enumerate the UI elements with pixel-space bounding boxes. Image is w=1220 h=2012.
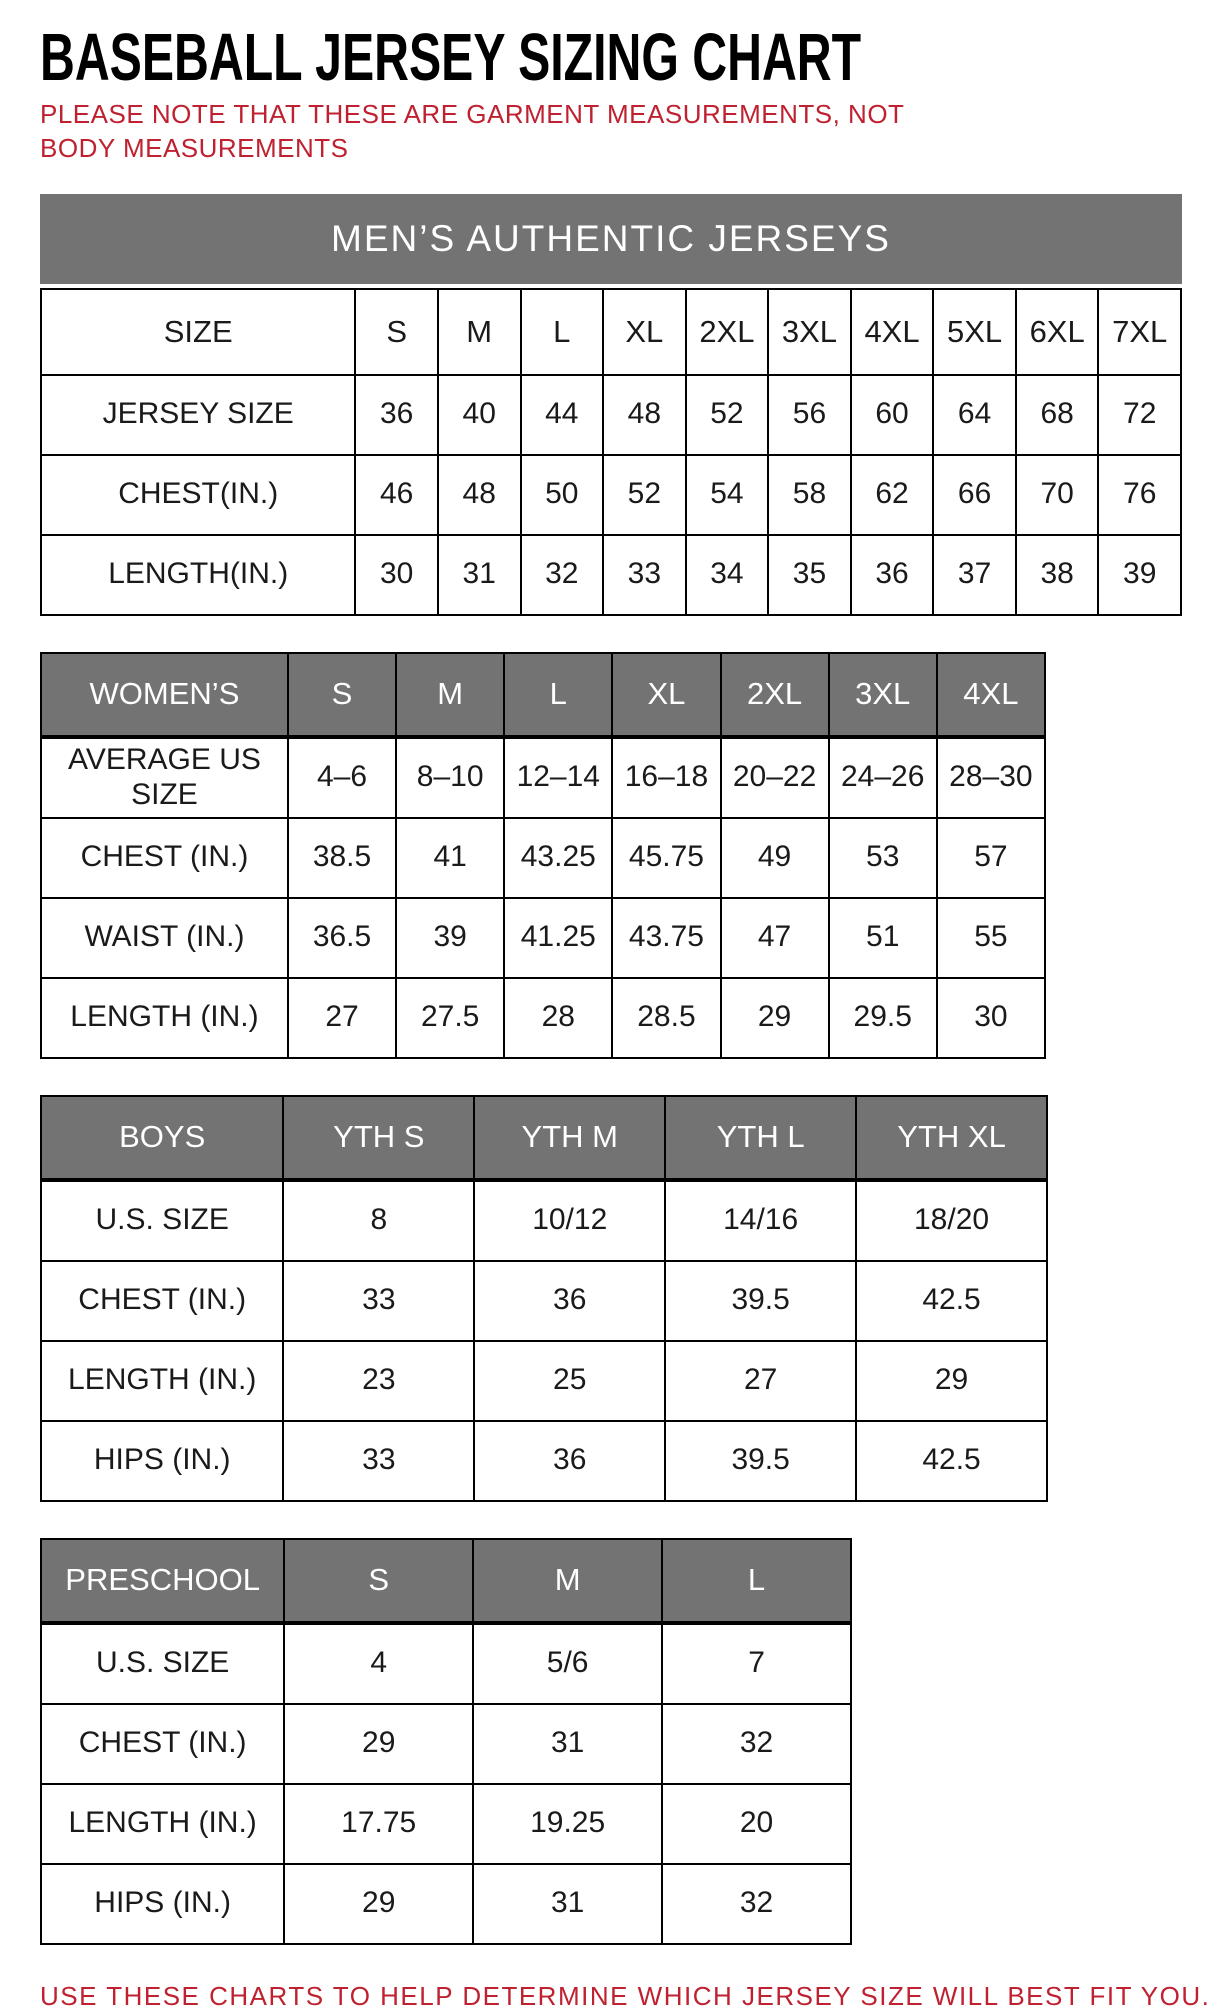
measurement-row: [41, 1261, 1047, 1341]
measurement-value-cell: 23: [283, 1341, 474, 1421]
size-column-header: M: [396, 653, 504, 737]
measurement-value-cell: 18/20: [856, 1180, 1047, 1261]
row-label: CHEST (IN.): [41, 1704, 284, 1784]
measurement-row: [41, 1864, 851, 1944]
size-column-header: M: [473, 1539, 662, 1623]
footer-note: USE THESE CHARTS TO HELP DETERMINE WHICH JERSEY SIZE WILL BEST FIT YOU.: [40, 1980, 1211, 2011]
size-column-header: 2XL: [686, 289, 769, 375]
measurement-value-cell: 42.5: [856, 1261, 1047, 1341]
size-column-header: S: [284, 1539, 473, 1623]
measurement-row: [41, 737, 1045, 818]
measurement-value-cell: 32: [662, 1864, 851, 1944]
measurement-value-cell: 41.25: [504, 898, 612, 978]
table-label-header: PRESCHOOL: [41, 1539, 284, 1623]
measurement-value-cell: 20–22: [721, 737, 829, 818]
measurement-value-cell: 4–6: [288, 737, 396, 818]
size-column-header: 7XL: [1098, 289, 1181, 375]
header-row: [41, 1096, 1047, 1180]
row-label: CHEST (IN.): [41, 1261, 283, 1341]
page-title: BASEBALL JERSEY SIZING CHART: [40, 20, 862, 95]
size-column-header: L: [521, 289, 604, 375]
measurement-row: [41, 978, 1045, 1058]
header-row: [41, 653, 1045, 737]
table-label-header: SIZE: [41, 289, 355, 375]
measurement-value-cell: 8–10: [396, 737, 504, 818]
measurement-value-cell: 36: [474, 1261, 665, 1341]
measurement-row: [41, 1784, 851, 1864]
row-label: HIPS (IN.): [41, 1421, 283, 1501]
measurement-value-cell: 57: [937, 818, 1045, 898]
measurement-value-cell: 43.25: [504, 818, 612, 898]
size-column-header: L: [662, 1539, 851, 1623]
measurement-value-cell: 38.5: [288, 818, 396, 898]
table-label-header: BOYS: [41, 1096, 283, 1180]
mens-jerseys-section: [40, 194, 1220, 616]
measurement-value-cell: 28: [504, 978, 612, 1058]
row-label: LENGTH (IN.): [41, 978, 288, 1058]
womens-sizing-table: [40, 652, 1046, 1059]
row-label: U.S. SIZE: [41, 1623, 284, 1704]
size-column-header: YTH S: [283, 1096, 474, 1180]
boys-sizing-table: [40, 1095, 1048, 1502]
measurement-value-cell: 51: [829, 898, 937, 978]
measurement-value-cell: 29: [856, 1341, 1047, 1421]
measurement-value-cell: 5/6: [473, 1623, 662, 1704]
row-label: LENGTH (IN.): [41, 1784, 284, 1864]
measurement-value-cell: 62: [851, 455, 934, 535]
measurement-value-cell: 38: [1016, 535, 1099, 615]
measurement-row: [41, 1704, 851, 1784]
measurement-value-cell: 29.5: [829, 978, 937, 1058]
row-label: U.S. SIZE: [41, 1180, 283, 1261]
measurement-value-cell: 8: [283, 1180, 474, 1261]
measurement-value-cell: 68: [1016, 375, 1099, 455]
header-row: [41, 289, 1181, 375]
measurement-value-cell: 10/12: [474, 1180, 665, 1261]
measurement-value-cell: 39.5: [665, 1261, 856, 1341]
measurement-value-cell: 16–18: [612, 737, 720, 818]
measurement-value-cell: 29: [284, 1704, 473, 1784]
measurement-value-cell: 42.5: [856, 1421, 1047, 1501]
measurement-value-cell: 45.75: [612, 818, 720, 898]
measurement-value-cell: 31: [473, 1864, 662, 1944]
measurement-row: [41, 1341, 1047, 1421]
measurement-value-cell: 35: [768, 535, 851, 615]
size-column-header: S: [355, 289, 438, 375]
size-column-header: 6XL: [1016, 289, 1099, 375]
measurement-value-cell: 48: [438, 455, 521, 535]
measurement-value-cell: 47: [721, 898, 829, 978]
measurement-value-cell: 33: [283, 1261, 474, 1341]
measurement-value-cell: 49: [721, 818, 829, 898]
size-column-header: 4XL: [851, 289, 934, 375]
measurement-value-cell: 64: [933, 375, 1016, 455]
measurement-value-cell: 54: [686, 455, 769, 535]
row-label: JERSEY SIZE: [41, 375, 355, 455]
measurement-value-cell: 27.5: [396, 978, 504, 1058]
size-column-header: XL: [603, 289, 686, 375]
size-column-header: 3XL: [829, 653, 937, 737]
measurement-value-cell: 60: [851, 375, 934, 455]
measurement-value-cell: 37: [933, 535, 1016, 615]
measurement-value-cell: 27: [665, 1341, 856, 1421]
size-column-header: S: [288, 653, 396, 737]
measurement-value-cell: 33: [603, 535, 686, 615]
size-column-header: M: [438, 289, 521, 375]
measurement-row: [41, 375, 1181, 455]
measurement-value-cell: 31: [473, 1704, 662, 1784]
measurement-row: [41, 1180, 1047, 1261]
measurement-value-cell: 46: [355, 455, 438, 535]
row-label: CHEST (IN.): [41, 818, 288, 898]
row-label: AVERAGE US SIZE: [41, 737, 288, 818]
header-row: [41, 1539, 851, 1623]
measurement-value-cell: 44: [521, 375, 604, 455]
measurement-value-cell: 55: [937, 898, 1045, 978]
size-column-header: XL: [612, 653, 720, 737]
measurement-value-cell: 7: [662, 1623, 851, 1704]
measurement-value-cell: 52: [686, 375, 769, 455]
size-column-header: YTH XL: [856, 1096, 1047, 1180]
measurement-value-cell: 52: [603, 455, 686, 535]
measurement-value-cell: 39.5: [665, 1421, 856, 1501]
row-label: LENGTH(IN.): [41, 535, 355, 615]
measurement-value-cell: 43.75: [612, 898, 720, 978]
measurement-value-cell: 36: [355, 375, 438, 455]
garment-measurements-note: PLEASE NOTE THAT THESE ARE GARMENT MEASUREMENTS, NOT BODY MEASUREMENTS: [40, 99, 904, 164]
measurement-value-cell: 4: [284, 1623, 473, 1704]
measurement-row: [41, 898, 1045, 978]
measurement-row: [41, 535, 1181, 615]
measurement-value-cell: 48: [603, 375, 686, 455]
measurement-value-cell: 39: [1098, 535, 1181, 615]
measurement-value-cell: 30: [355, 535, 438, 615]
size-column-header: 5XL: [933, 289, 1016, 375]
measurement-value-cell: 72: [1098, 375, 1181, 455]
mens-table-banner: MEN’S AUTHENTIC JERSEYS: [40, 194, 1182, 284]
measurement-value-cell: 33: [283, 1421, 474, 1501]
row-label: LENGTH (IN.): [41, 1341, 283, 1421]
measurement-value-cell: 29: [284, 1864, 473, 1944]
mens-sizing-table: [40, 288, 1182, 616]
boys-jerseys-section: [40, 1095, 1220, 1502]
measurement-value-cell: 34: [686, 535, 769, 615]
measurement-value-cell: 76: [1098, 455, 1181, 535]
size-column-header: 2XL: [721, 653, 829, 737]
measurement-value-cell: 24–26: [829, 737, 937, 818]
measurement-row: [41, 818, 1045, 898]
row-label: HIPS (IN.): [41, 1864, 284, 1944]
measurement-value-cell: 25: [474, 1341, 665, 1421]
preschool-sizing-table: [40, 1538, 852, 1945]
measurement-value-cell: 53: [829, 818, 937, 898]
measurement-value-cell: 50: [521, 455, 604, 535]
measurement-value-cell: 36: [851, 535, 934, 615]
measurement-value-cell: 29: [721, 978, 829, 1058]
measurement-value-cell: 27: [288, 978, 396, 1058]
measurement-value-cell: 41: [396, 818, 504, 898]
measurement-value-cell: 28.5: [612, 978, 720, 1058]
measurement-row: [41, 1421, 1047, 1501]
size-column-header: 3XL: [768, 289, 851, 375]
measurement-value-cell: 19.25: [473, 1784, 662, 1864]
measurement-value-cell: 30: [937, 978, 1045, 1058]
measurement-row: [41, 455, 1181, 535]
size-column-header: YTH M: [474, 1096, 665, 1180]
measurement-value-cell: 28–30: [937, 737, 1045, 818]
measurement-value-cell: 58: [768, 455, 851, 535]
size-column-header: 4XL: [937, 653, 1045, 737]
womens-jerseys-section: [40, 652, 1220, 1059]
measurement-value-cell: 70: [1016, 455, 1099, 535]
measurement-row: [41, 1623, 851, 1704]
measurement-value-cell: 39: [396, 898, 504, 978]
measurement-value-cell: 20: [662, 1784, 851, 1864]
measurement-value-cell: 36.5: [288, 898, 396, 978]
measurement-value-cell: 36: [474, 1421, 665, 1501]
measurement-value-cell: 32: [662, 1704, 851, 1784]
size-column-header: L: [504, 653, 612, 737]
measurement-value-cell: 40: [438, 375, 521, 455]
row-label: WAIST (IN.): [41, 898, 288, 978]
row-label: CHEST(IN.): [41, 455, 355, 535]
table-label-header: WOMEN’S: [41, 653, 288, 737]
size-column-header: YTH L: [665, 1096, 856, 1180]
preschool-jerseys-section: [40, 1538, 1220, 1945]
measurement-value-cell: 12–14: [504, 737, 612, 818]
measurement-value-cell: 14/16: [665, 1180, 856, 1261]
measurement-value-cell: 17.75: [284, 1784, 473, 1864]
measurement-value-cell: 32: [521, 535, 604, 615]
measurement-value-cell: 66: [933, 455, 1016, 535]
measurement-value-cell: 56: [768, 375, 851, 455]
measurement-value-cell: 31: [438, 535, 521, 615]
